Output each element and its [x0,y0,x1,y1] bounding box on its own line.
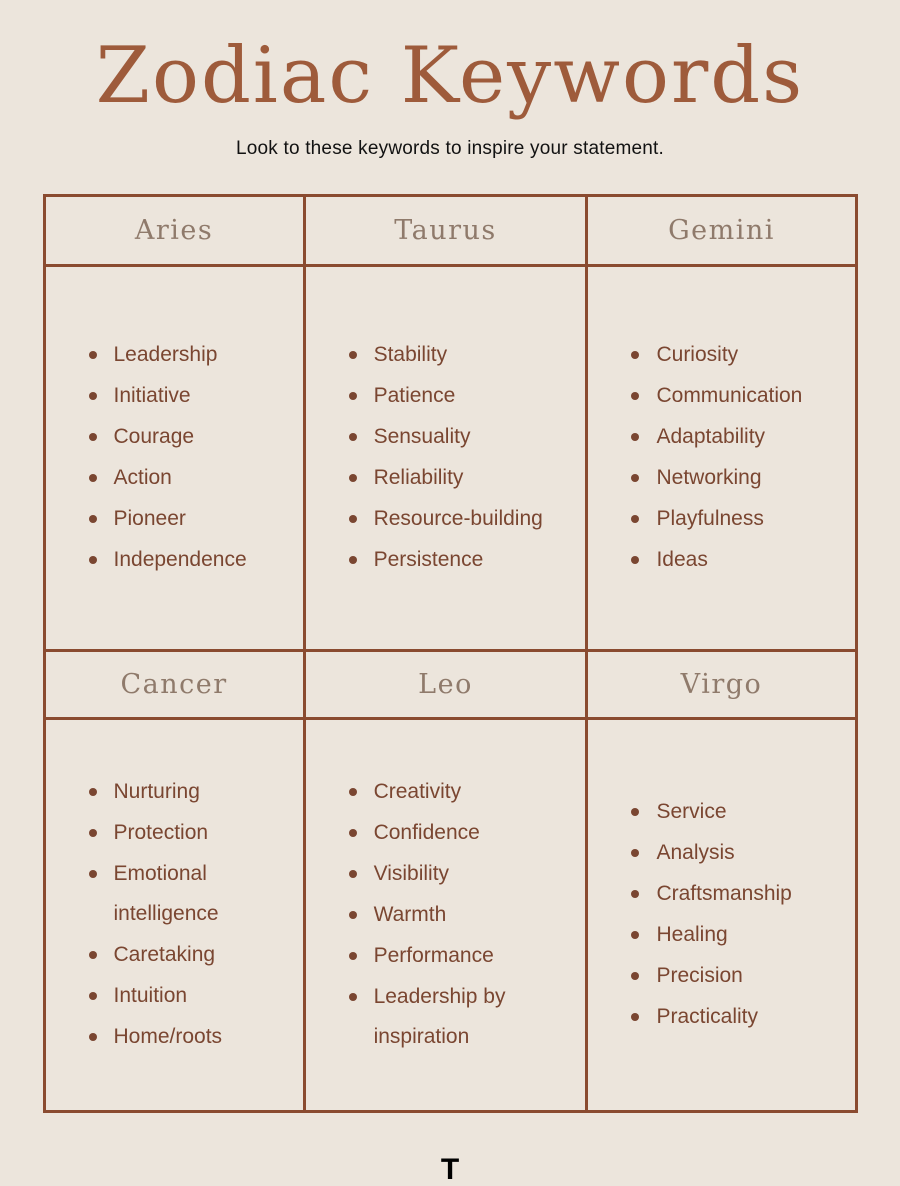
page-title: Zodiac Keywords [95,31,805,121]
keyword-item: Confidence [346,813,576,853]
keyword-list-taurus [346,334,576,581]
cell-gemini [588,267,854,652]
keyword-item: Initiative [86,376,293,416]
keyword-list-aries [86,334,293,581]
keyword-item: Communication [628,376,844,416]
cell-taurus [306,267,589,652]
header-label: Taurus [394,214,497,246]
header-taurus [306,197,589,267]
keyword-item: Curiosity [628,335,844,375]
keyword-item: Creativity [346,772,576,812]
keyword-item: Ideas [628,540,844,580]
keyword-item: Visibility [346,854,576,894]
cell-cancer [46,720,306,1110]
header-label: Gemini [668,214,775,246]
keyword-item: Leadership by inspiration [346,977,576,1057]
keyword-item: Sensuality [346,417,576,457]
page-subtitle: Look to these keywords to inspire your statement. [235,137,664,159]
keyword-item: Leadership [86,335,293,375]
keyword-list-leo [346,771,576,1058]
keyword-item: Analysis [628,833,844,873]
header-gemini [588,197,854,267]
header-leo [306,652,589,720]
keyword-item: Stability [346,335,576,375]
keyword-item: Performance [346,936,576,976]
header-label: Virgo [680,668,763,700]
keyword-item: Intuition [86,976,293,1016]
keyword-list-virgo [628,791,844,1038]
keyword-item: Adaptability [628,417,844,457]
keyword-item: Reliability [346,458,576,498]
header-label: Aries [134,214,214,246]
header-cancer [46,652,306,720]
keyword-item: Networking [628,458,844,498]
keyword-item: Patience [346,376,576,416]
header-virgo [588,652,854,720]
cell-aries [46,267,306,652]
keyword-item: Service [628,792,844,832]
keyword-item: Action [86,458,293,498]
header-aries [46,197,306,267]
keyword-item: Healing [628,915,844,955]
cropped-text-artifact: T [440,1153,460,1186]
cell-virgo [588,720,854,1110]
header-label: Leo [418,668,473,700]
keyword-item: Playfulness [628,499,844,539]
keyword-list-cancer [86,771,293,1058]
keyword-item: Resource-building [346,499,576,539]
keyword-item: Home/roots [86,1017,293,1057]
keyword-item: Courage [86,417,293,457]
zodiac-table [43,194,858,1113]
keyword-item: Practicality [628,997,844,1037]
keyword-item: Independence [86,540,293,580]
keyword-item: Nurturing [86,772,293,812]
keyword-item: Warmth [346,895,576,935]
keyword-item: Persistence [346,540,576,580]
keyword-item: Craftsmanship [628,874,844,914]
keyword-list-gemini [628,334,844,581]
keyword-item: Precision [628,956,844,996]
cell-leo [306,720,589,1110]
keyword-item: Caretaking [86,935,293,975]
keyword-item: Emotional intelligence [86,854,293,934]
keyword-item: Protection [86,813,293,853]
keyword-item: Pioneer [86,499,293,539]
header-label: Cancer [120,668,228,700]
